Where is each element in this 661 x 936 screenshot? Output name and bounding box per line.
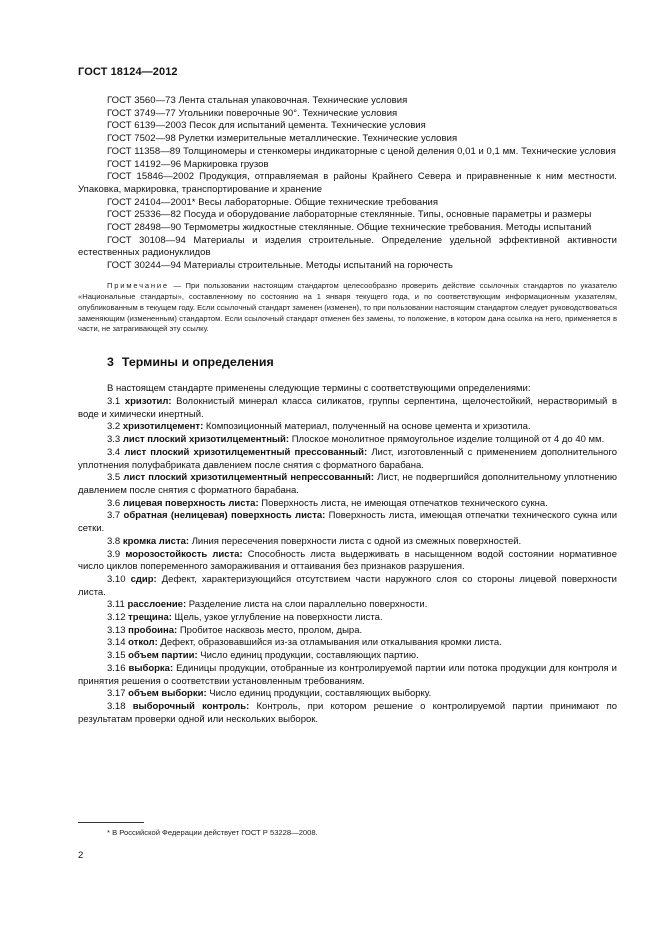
norm-ref-item: ГОСТ 14192—96 Маркировка грузов (107, 158, 269, 170)
document-body (78, 95, 617, 726)
term-text: Щель, узкое углубление на поверхности листа. (171, 612, 383, 624)
term-number: 3.14 (107, 637, 126, 649)
term-definition (78, 510, 617, 535)
term-text: Композиционный материал, полученный на основе цемента и хризотила. (203, 421, 531, 433)
term-definition (78, 549, 617, 574)
term-number: 3.8 (107, 535, 121, 547)
term-definition (78, 574, 617, 599)
term-text: Волокнистый минерал класса силикатов, группы серпентина, щелочестойкий, нерастворимый в воде и химически инертный. (78, 396, 617, 420)
term-text: Способность листа выдерживать в насыщенном водой состоянии нормативное число циклов попеременного замораживания и оттаивания без признаков разрушения. (78, 548, 618, 573)
term-text: Единицы продукции, отобранные из контролируемой партии или потока продукции для контроля и принятия решения о соответствии установленным требованиям. (78, 662, 617, 687)
norm-ref-item: ГОСТ 24104—2001* Весы лабораторные. Общие технические требования (107, 196, 439, 208)
footnote-divider (78, 822, 144, 823)
term-text: Лист, не подвергшийся дополнительному уплотнению давлением после снятия с форматного барабана. (78, 472, 618, 496)
term-name: хризотил: (124, 396, 172, 408)
term-text: Лист, изготовленный с применением дополнительного уплотнения полуфабриката давлением после снятия с форматного барабана. (78, 446, 618, 471)
norm-ref-item: ГОСТ 30108—94 Материалы и изделия строительные. Определение удельной эффективной активности естественных радионуклидов (78, 234, 617, 259)
term-name: кромка листа: (122, 535, 190, 547)
term-name: пробоина: (128, 624, 178, 636)
term-definition (78, 396, 617, 421)
term-text: Число единиц продукции, составляющих партию. (197, 650, 419, 662)
normative-references (78, 95, 617, 273)
term-number: 3.17 (107, 688, 126, 700)
term-number: 3.9 (107, 548, 121, 560)
term-definition (78, 637, 617, 650)
term-name: хризотилцемент: (122, 421, 204, 433)
section-intro: В настоящем стандарте применены следующие термины с соответствующими определениями: (107, 383, 531, 395)
document-header: ГОСТ 18124—2012 (78, 66, 178, 78)
norm-ref-item: ГОСТ 3560—73 Лента стальная упаковочная. Технические условия (107, 95, 408, 106)
norm-ref-item: ГОСТ 25336—82 Посуда и оборудование лабораторные стеклянные. Типы, основные параметры и размеры (107, 209, 592, 221)
section-title: Термины и определения (121, 355, 274, 370)
term-number: 3.15 (107, 650, 126, 662)
term-number: 3.13 (107, 624, 126, 636)
term-definition (78, 688, 617, 701)
term-text: Линия пересечения поверхности листа с одной из смежных поверхностей. (189, 535, 522, 547)
footnote: * В Российской Федерации действует ГОСТ Р 53228—2008. (107, 828, 318, 837)
term-definition (78, 650, 617, 663)
term-text: Поверхность листа, не имеющая отпечатков технического сукна. (258, 497, 548, 509)
norm-ref-item: ГОСТ 28498—90 Термометры жидкостные стеклянные. Общие технические требования. Методы испытаний (107, 222, 592, 234)
norm-ref-item: ГОСТ 3749—77 Угольники поверочные 90°. Технические условия (107, 107, 398, 119)
term-name: лицевая поверхность листа: (122, 497, 259, 509)
term-number: 3.5 (107, 472, 121, 484)
term-definition (78, 625, 617, 638)
term-number: 3.4 (107, 446, 121, 458)
norm-ref-item: ГОСТ 6139—2003 Песок для испытаний цемента. Технические условия (107, 120, 426, 132)
term-number: 3.2 (107, 421, 121, 433)
norm-ref-item: ГОСТ 11358—89 Толщиномеры и стенкомеры индикаторные с ценой деления 0,01 и 0,1 мм. Технические условия (107, 145, 616, 157)
term-definition (78, 434, 617, 447)
term-name: расслоение: (127, 599, 187, 611)
norm-ref-item: ГОСТ 7502—98 Рулетки измерительные металлические. Технические условия (107, 133, 458, 145)
reference-note (78, 281, 617, 336)
term-name: лист плоский хризотилцементный прессованный: (124, 446, 368, 458)
norm-ref-item: ГОСТ 30244—94 Материалы строительные. Методы испытаний на горючесть (107, 260, 453, 272)
term-text: Пробитое насквозь место, пролом, дыра. (177, 624, 363, 636)
term-definition (78, 447, 617, 472)
term-name: сдир: (130, 573, 157, 585)
term-name: выборочный контроль: (132, 700, 250, 712)
term-definition (78, 599, 617, 612)
note-label: Примечание (107, 280, 169, 290)
term-name: лист плоский хризотилцементный непрессованный: (123, 472, 375, 484)
term-definition (78, 498, 617, 511)
term-definition (78, 421, 617, 434)
term-text: Дефект, характеризующийся отсутствием части наружного слоя со стороны лицевой поверхности листа. (78, 573, 617, 598)
term-name: трещина: (128, 612, 172, 624)
term-number: 3.12 (107, 612, 126, 624)
term-name: объем выборки: (128, 688, 207, 700)
term-number: 3.1 (107, 396, 121, 408)
term-number: 3.6 (107, 497, 121, 509)
term-number: 3.7 (107, 510, 121, 522)
term-number: 3.10 (107, 573, 126, 585)
term-definition (78, 472, 617, 497)
term-number: 3.3 (107, 434, 121, 446)
term-name: морозостойкость листа: (125, 548, 243, 560)
term-definition (78, 663, 617, 688)
term-definition (78, 536, 617, 549)
term-text: Дефект, образовавшийся из-за отламывания или откалывания кромки листа. (157, 637, 502, 649)
section-number: 3 (107, 355, 114, 370)
norm-ref-item: ГОСТ 15846—2002 Продукция, отправляемая в районы Крайнего Севера и приравненные к ним местности. Упаковка, маркировка, транспортирование и хранение (78, 171, 617, 195)
term-name: выборка: (128, 662, 174, 674)
page-number: 2 (78, 850, 84, 861)
term-text: Плоское монолитное прямоугольное изделие толщиной от 4 до 40 мм. (289, 434, 605, 446)
term-text: Контроль, при котором решение о контролируемой партии принимают по результатам проверки одной или нескольких выборок. (78, 700, 617, 725)
terms-list (78, 396, 617, 726)
note-text: — При пользовании настоящим стандартом целесообразно проверить действие ссылочных стандартов по указателю «Национальные стандарты», составленному по состоянию на 1 января текущего года, и по соответствующим информационным указателям, опубликованным в текущем году. Если ссылочный стандарт заменен (изменен), то при пользовании настоящим стандартом следует руководствоваться заменяющим (измененным) стандартом. Если ссылочный стандарт отменен без замены, то положение, в котором дана ссылка на него, применяется в части, не затрагивающей эту ссылку. (78, 280, 617, 334)
section-heading (107, 355, 617, 369)
term-name: лист плоский хризотилцементный: (122, 434, 290, 446)
term-name: откол: (128, 637, 158, 649)
term-number: 3.16 (107, 662, 126, 674)
term-name: обратная (нелицевая) поверхность листа: (123, 510, 326, 522)
term-text: Поверхность листа, имеющая отпечатки технического сукна или сетки. (78, 510, 618, 535)
term-definition (78, 612, 617, 625)
term-number: 3.18 (107, 700, 126, 712)
term-name: объем партии: (128, 650, 198, 662)
term-number: 3.11 (107, 599, 125, 611)
term-text: Разделение листа на слои параллельно поверхности. (186, 599, 428, 611)
term-definition (78, 701, 617, 726)
term-text: Число единиц продукции, составляющих выборку. (206, 688, 432, 700)
